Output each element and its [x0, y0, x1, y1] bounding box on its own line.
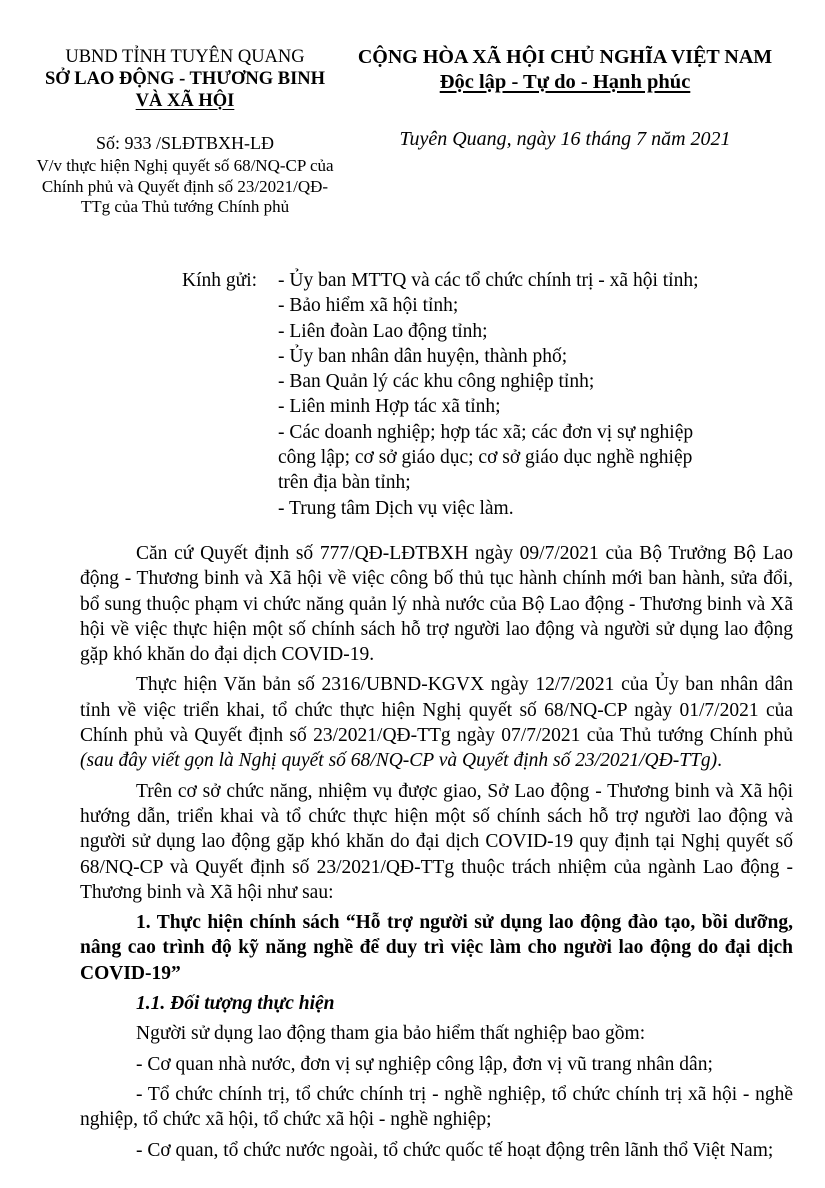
- nation-name: CỘNG HÒA XÃ HỘI CHỦ NGHĨA VIỆT NAM: [357, 46, 773, 68]
- motto: Độc lập - Tự do - Hạnh phúc: [439, 71, 691, 93]
- paragraph-beneficiaries: Người sử dụng lao động tham gia bảo hiểm thất nghiệp bao gồm:: [136, 1023, 646, 1045]
- recipient-item: - Bảo hiểm xã hội tỉnh;: [278, 295, 459, 317]
- recipients-block: [182, 268, 802, 521]
- national-title: [345, 45, 785, 95]
- document-number: Số: 933 /SLĐTBXH-LĐ: [95, 133, 274, 153]
- recipient-item: - Ban Quản lý các khu công nghiệp tỉnh;: [278, 371, 595, 393]
- recipient-item: - Ủy ban MTTQ và các tổ chức chính trị - xã hội tỉnh;: [278, 270, 699, 291]
- recipients-label: Kính gửi:: [182, 270, 258, 291]
- section-1-1-heading: 1.1. Đối tượng thực hiện: [136, 993, 335, 1015]
- document-body: [80, 541, 793, 1163]
- recipient-item: - Trung tâm Dịch vụ việc làm.: [278, 497, 514, 519]
- place-date: Tuyên Quang, ngày 16 tháng 7 năm 2021: [399, 128, 731, 150]
- paragraph-legal-basis: Căn cứ Quyết định số 777/QĐ-LĐTBXH ngày 09/7/2021 của Bộ Trưởng Bộ Lao động - Thương binh và Xã hội về việc công bố thủ tục hành chính mới ban hành, sửa đổi, bổ sung thuộc phạm vi chức năng quản lý nhà nước của Bộ Lao động - Thương binh và Xã hội về việc thực hiện một số chính sách hỗ trợ người lao động và người sử dụng lao động gặp khó khăn do đại dịch COVID-19.: [80, 543, 793, 666]
- recipient-item: trên địa bàn tỉnh;: [278, 472, 411, 494]
- recipient-item: - Các doanh nghiệp; hợp tác xã; các đơn vị sự nghiệp: [278, 421, 694, 443]
- authority-province: UBND TỈNH TUYÊN QUANG: [65, 47, 305, 67]
- authority-department-line2-text: VÀ XÃ HỘI: [135, 91, 235, 111]
- subject-line-1: V/v thực hiện Nghị quyết số 68/NQ-CP của: [36, 156, 334, 175]
- recipient-item: công lập; cơ sở giáo dục; cơ sở giáo dục nghề nghiệp: [278, 447, 693, 469]
- recipient-item: - Liên đoàn Lao động tỉnh;: [278, 320, 488, 342]
- issuing-authority: [30, 46, 340, 112]
- paragraph-implementation-text: Thực hiện Văn bản số 2316/UBND-KGVX ngày 12/7/2021 của Ủy ban nhân dân tỉnh về việc triển khai, tổ chức thực hiện Nghị quyết số 68/NQ-CP ngày 01/7/2021 của Chính phủ và Quyết định số 23/2021/QĐ-TTg ngày 07/7/2021 của Thủ tướng Chính phủ: [80, 674, 793, 747]
- bullet-item: - Tổ chức chính trị, tổ chức chính trị - nghề nghiệp, tổ chức chính trị xã hội - nghề nghiệp, tổ chức xã hội, tổ chức xã hội - nghề nghiệp;: [80, 1083, 793, 1131]
- paragraph-implementation-end: .: [717, 750, 723, 772]
- bullet-item: - Cơ quan, tổ chức nước ngoài, tổ chức quốc tế hoạt động trên lãnh thổ Việt Nam;: [136, 1139, 774, 1161]
- authority-department: SỞ LAO ĐỘNG - THƯƠNG BINH: [44, 69, 326, 89]
- document-subject: [30, 156, 340, 218]
- subject-line-3: TTg của Thủ tướng Chính phủ: [80, 197, 290, 216]
- subject-line-2: Chính phủ và Quyết định số 23/2021/QĐ-: [41, 176, 329, 196]
- recipient-item: - Liên minh Hợp tác xã tỉnh;: [278, 396, 501, 418]
- authority-department-line2: [30, 90, 340, 112]
- paragraph-guidance: Trên cơ sở chức năng, nhiệm vụ được giao, Sở Lao động - Thương binh và Xã hội hướng dẫn, triển khai và tổ chức thực hiện một số chính sách hỗ trợ người lao động và người sử dụng lao động gặp khó khăn do đại dịch COVID-19 quy định tại Nghị quyết số 68/NQ-CP và Quyết định số 23/2021/QĐ-TTg thuộc trách nhiệm của ngành Lao động - Thương binh và Xã hội như sau:: [80, 780, 793, 903]
- paragraph-implementation-note: (sau đây viết gọn là Nghị quyết số 68/NQ-CP và Quyết định số 23/2021/QĐ-TTg): [80, 750, 718, 772]
- bullet-item: - Cơ quan nhà nước, đơn vị sự nghiệp công lập, đơn vị vũ trang nhân dân;: [136, 1053, 713, 1075]
- motto-line: [345, 70, 785, 95]
- paragraph-implementation: [80, 672, 793, 773]
- section-1-heading: 1. Thực hiện chính sách “Hỗ trợ người sử dụng lao động đào tạo, bồi dưỡng, nâng cao trình độ kỹ năng nghề để duy trì việc làm cho người lao động do đại dịch COVID-19”: [80, 912, 793, 984]
- recipient-item: - Ủy ban nhân dân huyện, thành phố;: [278, 345, 568, 367]
- recipients-list: [278, 268, 758, 521]
